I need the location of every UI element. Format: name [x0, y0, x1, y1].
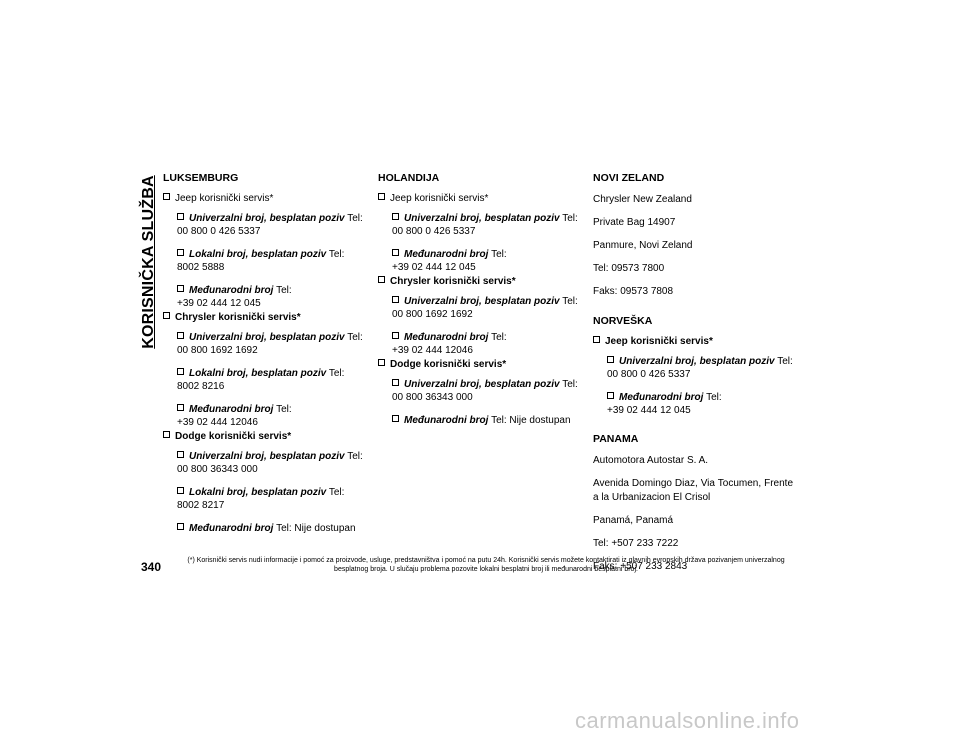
country-heading: NOVI ZELAND [593, 172, 665, 184]
square-bullet-icon [607, 392, 614, 399]
square-bullet-icon [177, 213, 184, 220]
address-line: Avenida Domingo Diaz, Via Tocumen, Frente a la Urbanizacion El Crisol [593, 478, 793, 503]
square-bullet-icon [392, 332, 399, 339]
square-bullet-icon [392, 296, 399, 303]
contact-item: Međunarodni broj Tel: +39 02 444 12046 [177, 404, 292, 428]
column-nz-norway-panama [593, 172, 793, 583]
phone-line: Tel: +507 233 7222 [593, 538, 679, 549]
square-bullet-icon [177, 487, 184, 494]
contact-item: Univerzalni broj, besplatan poziv Tel: 00 800 1692 1692 [392, 296, 578, 320]
address-line: Automotora Autostar S. A. [593, 455, 709, 466]
address-line: Private Bag 14907 [593, 217, 676, 228]
square-bullet-icon [177, 332, 184, 339]
contact-item: Univerzalni broj, besplatan poziv Tel: 00 800 0 426 5337 [177, 213, 363, 237]
contact-item: Međunarodni broj Tel: +39 02 444 12046 [392, 332, 507, 356]
contact-item: Univerzalni broj, besplatan poziv Tel: 00 800 36343 000 [392, 379, 578, 403]
country-heading: HOLANDIJA [378, 172, 440, 184]
contact-item: Međunarodni broj Tel: Nije dostupan [177, 522, 363, 535]
contact-item: Međunarodni broj Tel: Nije dostupan [392, 414, 578, 427]
column-netherlands [378, 172, 578, 437]
contact-item: Međunarodni broj Tel: +39 02 444 12 045 [177, 285, 292, 309]
square-bullet-icon [177, 368, 184, 375]
service-dodge: Dodge korisnički servis* [378, 359, 578, 370]
footnote: (*) Korisnički servis nudi informacije i pomoć za proizvode, usluge, predstavništva i pomoć na putu 24h. Korisnički servis možete kontaktirati iz glavnih evropskih država pozivanjem univerzalnog besplatnog broja. U slučaju problema pozovite lokalni besplatni broj ili međunarodni besplatni broj. [187, 557, 785, 573]
square-bullet-icon [163, 431, 170, 438]
address-line: Panamá, Panamá [593, 515, 674, 526]
fax-line: Faks: 09573 7808 [593, 286, 674, 297]
square-bullet-icon [392, 379, 399, 386]
phone-line: Tel: 09573 7800 [593, 263, 665, 274]
square-bullet-icon [177, 285, 184, 292]
side-section-title-text: KORISNIČKA SLUŽBA [140, 175, 157, 349]
square-bullet-icon [163, 312, 170, 319]
watermark: carmanualsonline.info [575, 708, 800, 733]
service-jeep: Jeep korisnički servis* [163, 193, 363, 204]
square-bullet-icon [378, 276, 385, 283]
square-bullet-icon [392, 213, 399, 220]
square-bullet-icon [392, 249, 399, 256]
square-bullet-icon [177, 451, 184, 458]
square-bullet-icon [593, 336, 600, 343]
square-bullet-icon [177, 523, 184, 530]
side-section-title [138, 172, 160, 352]
contact-item: Univerzalni broj, besplatan poziv Tel: 00 800 36343 000 [177, 451, 363, 475]
contact-item: Međunarodni broj Tel: +39 02 444 12 045 [392, 249, 507, 273]
square-bullet-icon [177, 404, 184, 411]
square-bullet-icon [177, 249, 184, 256]
column-luxembourg [163, 172, 363, 545]
service-chrysler: Chrysler korisnički servis* [163, 312, 363, 323]
contact-item: Međunarodni broj Tel: +39 02 444 12 045 [607, 392, 722, 416]
square-bullet-icon [392, 415, 399, 422]
country-heading: NORVEŠKA [593, 315, 653, 327]
fax-line: Faks: +507 233 2843 [593, 561, 688, 572]
contact-item: Univerzalni broj, besplatan poziv Tel: 00 800 0 426 5337 [607, 356, 793, 380]
contact-item: Univerzalni broj, besplatan poziv Tel: 00 800 1692 1692 [177, 332, 363, 356]
service-jeep: Jeep korisnički servis* [593, 336, 793, 347]
page-number: 340 [141, 560, 162, 574]
contact-item: Lokalni broj, besplatan poziv Tel: 8002 5888 [177, 249, 345, 273]
contact-item: Lokalni broj, besplatan poziv Tel: 8002 8216 [177, 368, 345, 392]
service-dodge: Dodge korisnički servis* [163, 431, 363, 442]
service-chrysler: Chrysler korisnički servis* [378, 276, 578, 287]
country-heading: LUKSEMBURG [163, 172, 239, 184]
square-bullet-icon [607, 356, 614, 363]
service-jeep: Jeep korisnički servis* [378, 193, 578, 204]
contact-item: Lokalni broj, besplatan poziv Tel: 8002 8217 [177, 487, 345, 511]
contact-item: Univerzalni broj, besplatan poziv Tel: 00 800 0 426 5337 [392, 213, 578, 237]
address-line: Chrysler New Zealand [593, 194, 692, 205]
address-line: Panmure, Novi Zeland [593, 240, 693, 251]
square-bullet-icon [378, 359, 385, 366]
square-bullet-icon [163, 193, 170, 200]
country-heading: PANAMA [593, 433, 639, 445]
square-bullet-icon [378, 193, 385, 200]
